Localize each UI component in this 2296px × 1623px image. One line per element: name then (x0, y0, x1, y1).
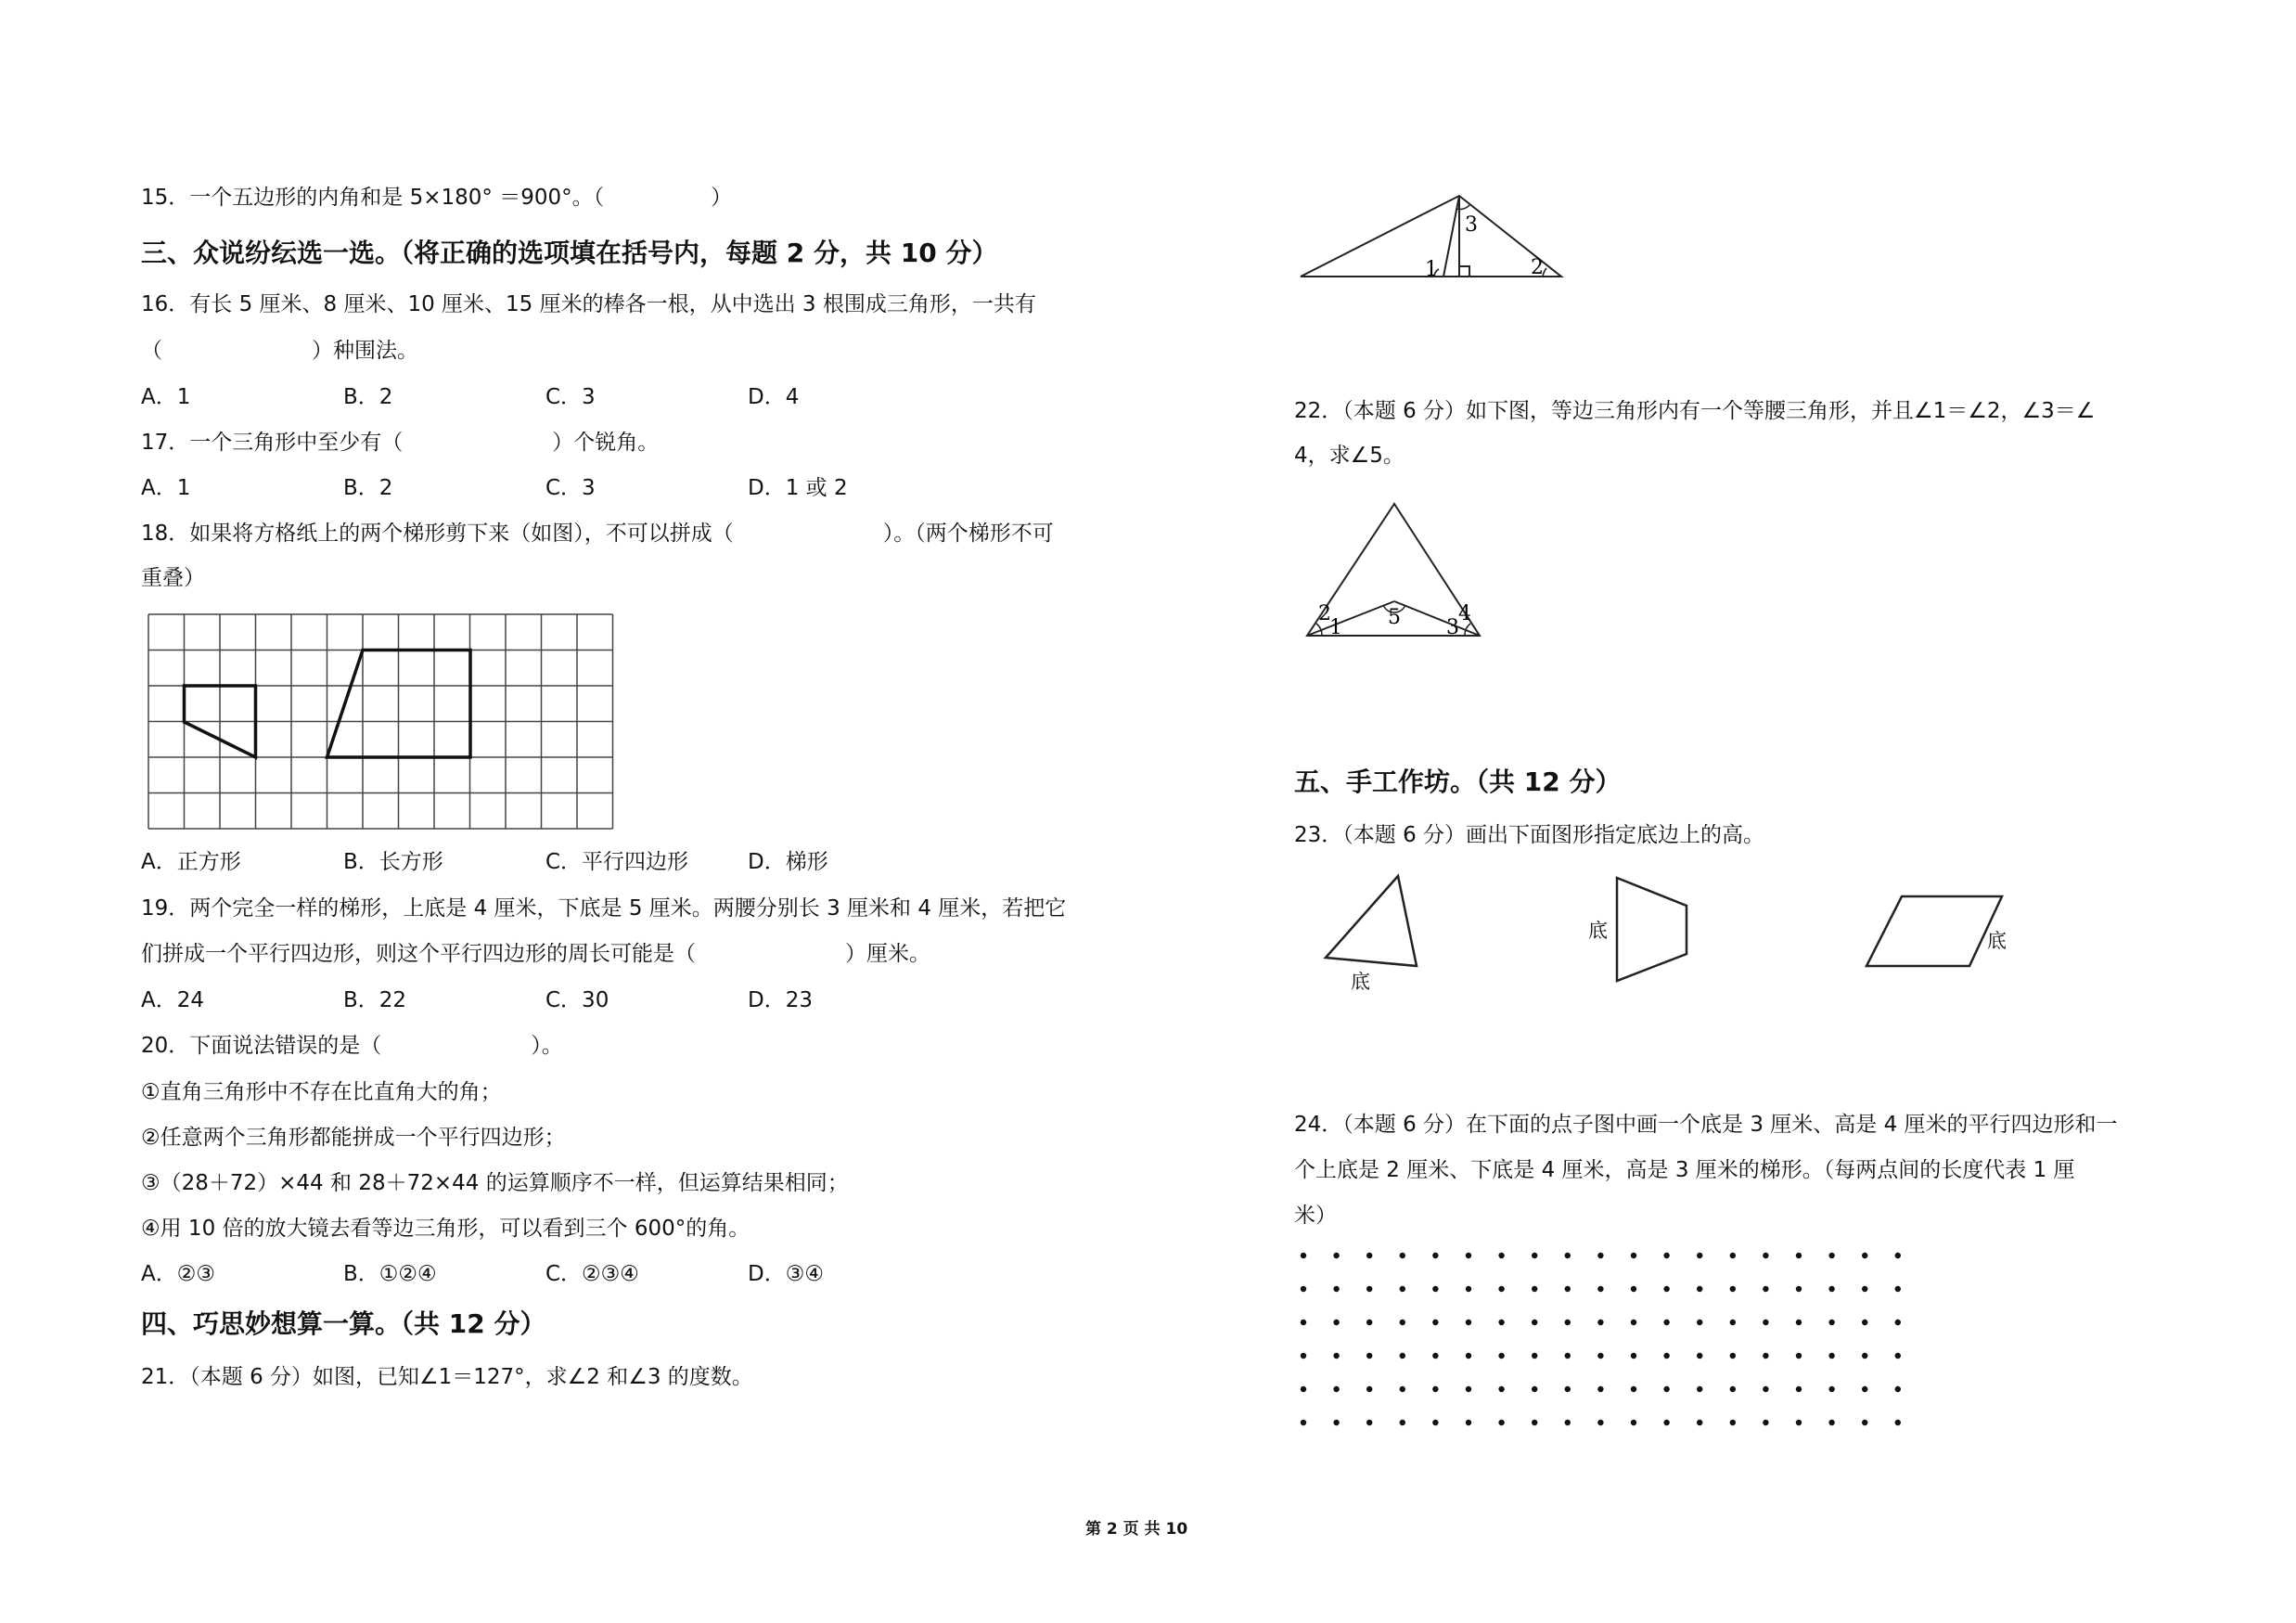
section-5-heading: 五、手工作坊。（共 12 分） (1294, 766, 1622, 797)
grid-dot (1895, 1253, 1901, 1258)
grid-dot (1301, 1286, 1306, 1292)
grid-dot (1663, 1353, 1669, 1359)
angle-label-2: 2 (1318, 602, 1331, 625)
grid-dot (1828, 1386, 1834, 1392)
question-17: 17．一个三角形中至少有（ ）个锐角。 (141, 431, 660, 455)
question-19-line1: 19．两个完全一样的梯形，上底是 4 厘米，下底是 5 厘米。两腰分别长 3 厘米和 4 厘米，若把它 (141, 896, 1067, 921)
grid-dot (1565, 1420, 1571, 1425)
grid-dot (1532, 1286, 1537, 1292)
grid-dot (1432, 1253, 1438, 1258)
option-a[interactable]: A．1 (141, 476, 191, 500)
grid-dot (1763, 1386, 1768, 1392)
question-20: 20．下面说法错误的是（ ）。 (141, 1034, 563, 1058)
grid-dot (1763, 1253, 1768, 1258)
angle-label-3: 3 (1465, 213, 1478, 237)
grid-dot (1862, 1320, 1867, 1325)
grid-dot (1532, 1420, 1537, 1425)
grid-dot (1862, 1286, 1867, 1292)
grid-dot (1697, 1286, 1702, 1292)
option-b[interactable]: B．长方形 (343, 850, 443, 874)
option-d[interactable]: D．23 (748, 988, 813, 1012)
grid-dot (1366, 1253, 1372, 1258)
grid-dot (1796, 1386, 1802, 1392)
grid-dot (1862, 1386, 1867, 1392)
option-d[interactable]: D．梯形 (748, 850, 828, 874)
grid-dot (1697, 1253, 1702, 1258)
option-c[interactable]: C．30 (545, 988, 609, 1012)
grid-dot (1796, 1353, 1802, 1359)
grid-dot (1532, 1353, 1537, 1359)
grid-dot (1565, 1286, 1571, 1292)
grid-dot (1333, 1286, 1339, 1292)
option-b[interactable]: B．①②④ (343, 1262, 437, 1286)
grid-dot (1532, 1253, 1537, 1258)
grid-dot (1597, 1286, 1603, 1292)
option-a[interactable]: A．正方形 (141, 850, 241, 874)
grid-dot (1333, 1253, 1339, 1258)
grid-dot (1862, 1353, 1867, 1359)
grid-dot (1498, 1253, 1504, 1258)
angle-triangle-figure (1299, 190, 1568, 283)
grid-dot (1730, 1420, 1736, 1425)
question-24-line2: 个上底是 2 厘米、下底是 4 厘米，高是 3 厘米的梯形。（每两点间的长度代表 1 厘 (1294, 1158, 2075, 1182)
dot-grid[interactable] (1294, 1248, 1934, 1434)
grid-dot (1432, 1320, 1438, 1325)
angle-label-4: 4 (1458, 602, 1471, 625)
angle-label-1: 1 (1425, 258, 1438, 281)
option-b[interactable]: B．22 (343, 988, 407, 1012)
grid-dot (1828, 1353, 1834, 1359)
option-a[interactable]: A．②③ (141, 1262, 215, 1286)
question-19-line2: 们拼成一个平行四边形，则这个平行四边形的周长可能是（ ）厘米。 (141, 942, 930, 966)
grid-dot (1432, 1286, 1438, 1292)
grid-dot (1432, 1420, 1438, 1425)
grid-dot (1498, 1353, 1504, 1359)
grid-dot (1697, 1320, 1702, 1325)
option-d[interactable]: D．4 (748, 385, 800, 409)
question-18-line1: 18．如果将方格纸上的两个梯形剪下来（如图），不可以拼成（ ）。（两个梯形不可 (141, 522, 1054, 546)
grid-dot (1532, 1386, 1537, 1392)
grid-dot (1663, 1320, 1669, 1325)
grid-dot (1730, 1253, 1736, 1258)
option-b[interactable]: B．2 (343, 476, 393, 500)
grid-dot (1895, 1286, 1901, 1292)
grid-dot (1366, 1286, 1372, 1292)
base-label-trapezoid: 底 (1588, 920, 1608, 942)
grid-dot (1697, 1386, 1702, 1392)
grid-dot (1862, 1253, 1867, 1258)
option-c[interactable]: C．②③④ (545, 1262, 639, 1286)
grid-dot (1631, 1386, 1636, 1392)
grid-dot (1597, 1386, 1603, 1392)
grid-dot (1730, 1353, 1736, 1359)
grid-dot (1895, 1320, 1901, 1325)
grid-dot (1663, 1386, 1669, 1392)
option-c[interactable]: C．3 (545, 385, 596, 409)
grid-dot (1400, 1320, 1405, 1325)
grid-dot (1366, 1320, 1372, 1325)
trapezoid-shape (1610, 874, 1694, 985)
grid-dot (1366, 1353, 1372, 1359)
grid-dot (1466, 1353, 1471, 1359)
grid-dot (1498, 1320, 1504, 1325)
grid-dot (1895, 1386, 1901, 1392)
base-label-parallelogram: 底 (1987, 930, 2007, 952)
angle-label-1: 1 (1329, 616, 1342, 639)
option-a[interactable]: A．24 (141, 988, 205, 1012)
grid-dot (1763, 1286, 1768, 1292)
angle-label-3: 3 (1446, 616, 1459, 639)
grid-dot (1631, 1420, 1636, 1425)
grid-dot (1631, 1320, 1636, 1325)
grid-dot (1828, 1286, 1834, 1292)
grid-dot (1400, 1386, 1405, 1392)
question-15: 15．一个五边形的内角和是 5×180° ＝900°。（ ） (141, 186, 733, 210)
grid-dot (1597, 1320, 1603, 1325)
grid-dot (1631, 1253, 1636, 1258)
grid-dot (1333, 1386, 1339, 1392)
equilateral-triangle-figure (1303, 501, 1489, 640)
grid-dot (1828, 1420, 1834, 1425)
grid-dot (1400, 1286, 1405, 1292)
grid-dot (1565, 1253, 1571, 1258)
grid-dot (1828, 1320, 1834, 1325)
grid-dot (1565, 1353, 1571, 1359)
question-20-statement-1: ①直角三角形中不存在比直角大的角； (141, 1080, 502, 1104)
section-3-heading: 三、众说纷纭选一选。（将正确的选项填在括号内，每题 2 分，共 10 分） (141, 238, 998, 268)
grid-dot (1663, 1286, 1669, 1292)
question-22-line2: 4，求∠5。 (1294, 444, 1405, 468)
grid-dot (1333, 1320, 1339, 1325)
option-c[interactable]: C．3 (545, 476, 596, 500)
grid-dot (1432, 1353, 1438, 1359)
grid-dot (1532, 1320, 1537, 1325)
grid-dot (1301, 1420, 1306, 1425)
grid-dot (1366, 1386, 1372, 1392)
grid-dot (1498, 1386, 1504, 1392)
grid-dot (1697, 1353, 1702, 1359)
grid-dot (1565, 1320, 1571, 1325)
grid-dot (1763, 1320, 1768, 1325)
question-24-line3: 米） (1294, 1204, 1337, 1228)
grid-dot (1763, 1353, 1768, 1359)
angle-label-2: 2 (1531, 256, 1544, 279)
section-4-heading: 四、巧思妙想算一算。（共 12 分） (141, 1308, 546, 1339)
grid-dot (1498, 1420, 1504, 1425)
base-label-triangle: 底 (1351, 971, 1370, 993)
grid-dot (1333, 1420, 1339, 1425)
grid-dot (1597, 1253, 1603, 1258)
grid-trapezoid-figure (148, 614, 617, 832)
grid-dot (1565, 1386, 1571, 1392)
grid-dot (1663, 1253, 1669, 1258)
grid-dot (1466, 1286, 1471, 1292)
grid-dot (1432, 1386, 1438, 1392)
grid-dot (1466, 1253, 1471, 1258)
grid-dot (1631, 1286, 1636, 1292)
question-18-line2: 重叠） (141, 566, 205, 590)
grid-dot (1597, 1353, 1603, 1359)
grid-dot (1730, 1286, 1736, 1292)
question-21: 21．（本题 6 分）如图，已知∠1＝127°，求∠2 和∠3 的度数。 (141, 1365, 753, 1389)
grid-dot (1828, 1253, 1834, 1258)
option-a[interactable]: A．1 (141, 385, 191, 409)
question-20-statement-3: ③（28＋72）×44 和 28＋72×44 的运算顺序不一样，但运算结果相同； (141, 1171, 849, 1195)
grid-dot (1400, 1253, 1405, 1258)
option-d[interactable]: D．③④ (748, 1262, 824, 1286)
grid-dot (1466, 1320, 1471, 1325)
grid-dot (1796, 1286, 1802, 1292)
option-d[interactable]: D．1 或 2 (748, 476, 848, 500)
grid-dot (1400, 1420, 1405, 1425)
grid-dot (1301, 1386, 1306, 1392)
grid-dot (1730, 1386, 1736, 1392)
grid-dot (1697, 1420, 1702, 1425)
grid-dot (1862, 1420, 1867, 1425)
grid-dot (1763, 1420, 1768, 1425)
grid-dot (1301, 1253, 1306, 1258)
grid-dot (1400, 1353, 1405, 1359)
grid-dot (1663, 1420, 1669, 1425)
grid-dot (1466, 1420, 1471, 1425)
question-16-line1: 16．有长 5 厘米、8 厘米、10 厘米、15 厘米的棒各一根，从中选出 3 根围成三角形，一共有 (141, 292, 1036, 316)
page-number: 第 2 页 共 10 (1085, 1520, 1188, 1539)
question-22-line1: 22．（本题 6 分）如下图，等边三角形内有一个等腰三角形，并且∠1＝∠2，∠3＝∠ (1294, 399, 2096, 423)
grid-dot (1895, 1353, 1901, 1359)
grid-dot (1301, 1320, 1306, 1325)
grid-dot (1597, 1420, 1603, 1425)
grid-dot (1895, 1420, 1901, 1425)
angle-label-5: 5 (1388, 606, 1401, 629)
grid-dot (1796, 1320, 1802, 1325)
question-23: 23．（本题 6 分）画出下面图形指定底边上的高。 (1294, 823, 1765, 847)
grid-dot (1301, 1353, 1306, 1359)
triangle-shape (1322, 872, 1433, 1002)
grid-dot (1631, 1353, 1636, 1359)
question-20-statement-4: ④用 10 倍的放大镜去看等边三角形，可以看到三个 600°的角。 (141, 1217, 750, 1241)
question-16-line2: （ ）种围法。 (141, 339, 418, 363)
grid-dot (1796, 1253, 1802, 1258)
grid-dot (1498, 1286, 1504, 1292)
grid-dot (1366, 1420, 1372, 1425)
option-c[interactable]: C．平行四边形 (545, 850, 689, 874)
question-20-statement-2: ②任意两个三角形都能拼成一个平行四边形； (141, 1126, 566, 1150)
question-24-line1: 24．（本题 6 分）在下面的点子图中画一个底是 3 厘米、高是 4 厘米的平行四边形和一 (1294, 1113, 2118, 1137)
grid-dot (1730, 1320, 1736, 1325)
option-b[interactable]: B．2 (343, 385, 393, 409)
grid-dot (1796, 1420, 1802, 1425)
grid-dot (1333, 1353, 1339, 1359)
grid-dot (1466, 1386, 1471, 1392)
